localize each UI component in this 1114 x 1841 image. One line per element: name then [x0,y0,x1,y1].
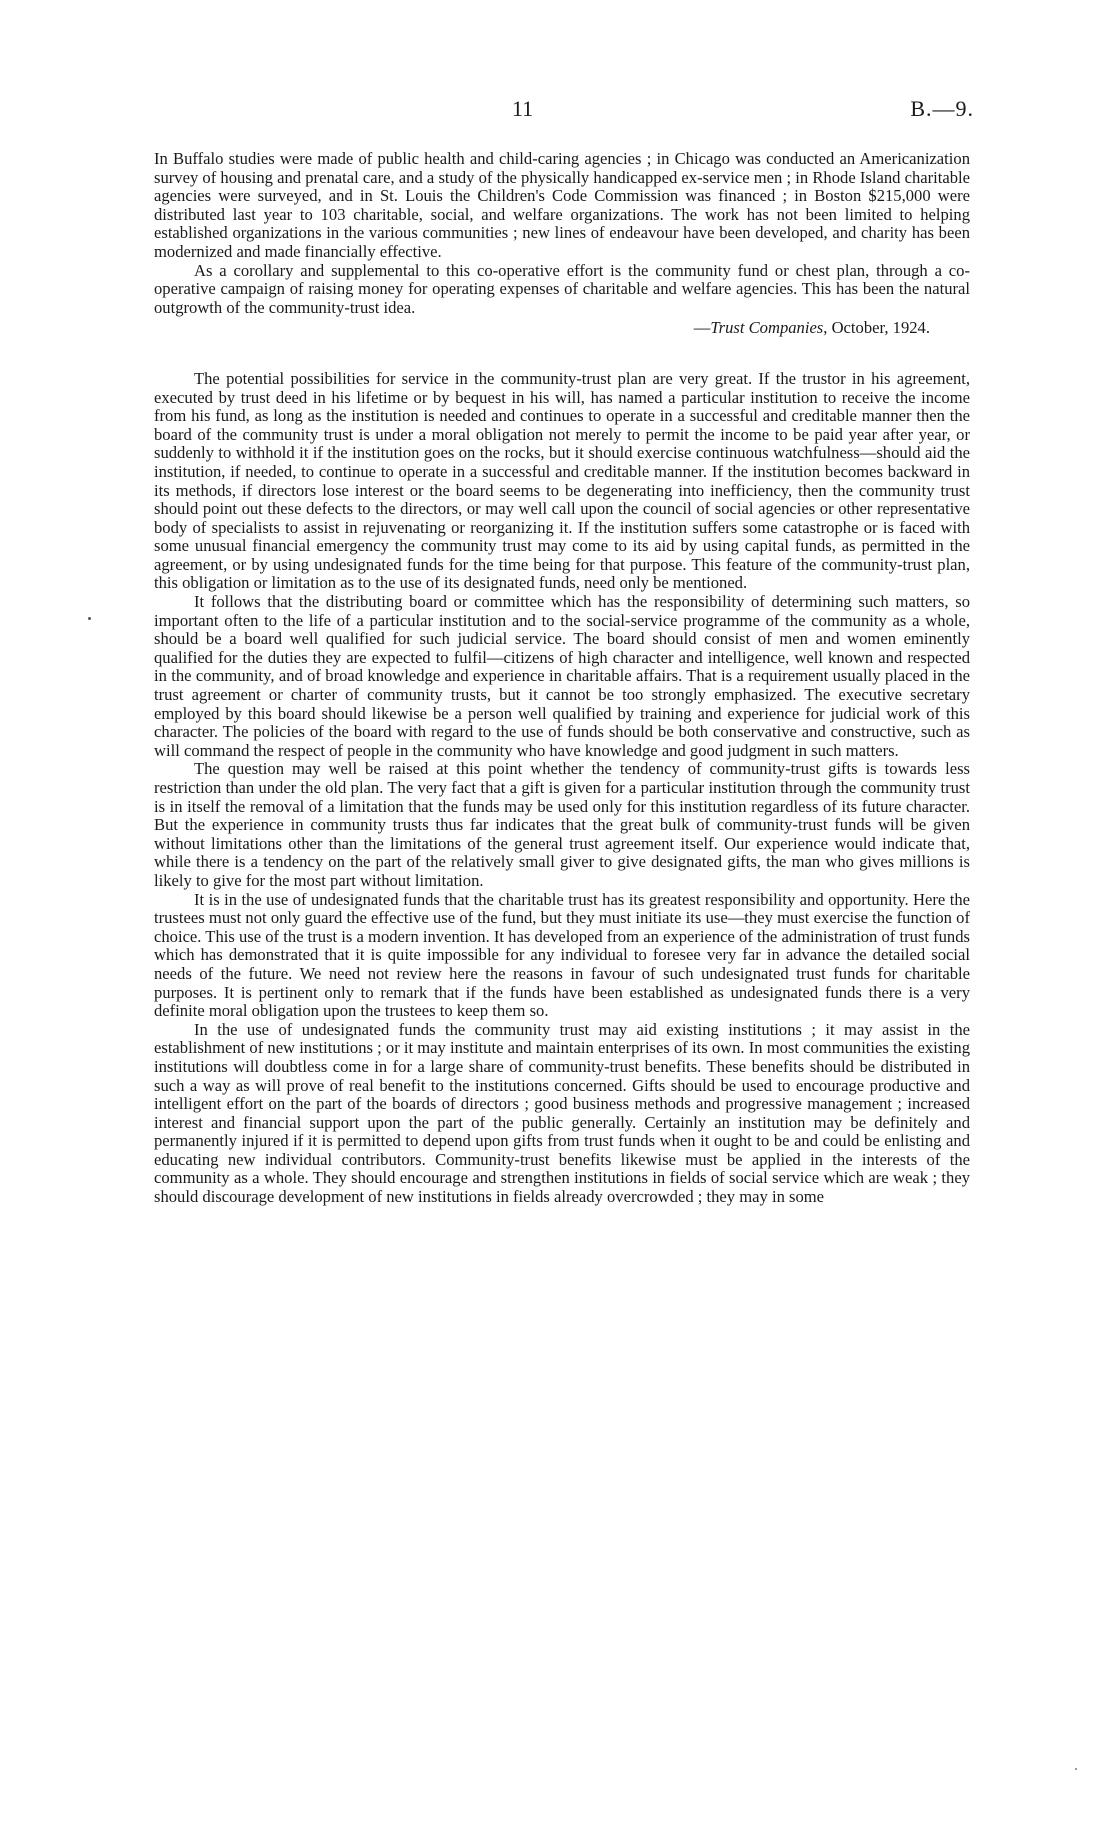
main-paragraph-1: The potential possibilities for service in the community-trust plan are very great. If the trustor in his agreement, executed by trust deed in his lifetime or by bequest in his will, has named a particular institution to receive the income from his fund, as long as the institution is needed and continues to operate in a successful and creditable manner then the board of the community trust is under a moral obligation not merely to permit the income to be paid year after year, or suddenly to withhold it if the institution goes on the rocks, but it should exercise continuous watchfulness—should aid the institution, if needed, to continue to operate in a successful and creditable manner. If the institution becomes backward in its methods, if directors lose interest or the board seems to be degenerating into inefficiency, then the community trust should point out these defects to the directors, or may well call upon the council of social agencies or other representative body of specialists to assist in rejuvenating or reorganizing it. If the institution suffers some catastrophe or is faced with some unusual financial emergency the community trust may come to its aid by using capital funds, as permitted in the agreement, or by using undesignated funds for the time being for that purpose. This feature of the community-trust plan, this obligation or limitation as to the use of its designated funds, need only be mentioned. [154,368,970,593]
margin-mark [88,617,91,620]
citation-date: , October, 1924. [823,318,930,338]
main-paragraph-3: The question may well be raised at this point whether the tendency of community-trust gifts is towards less restriction than under the old plan. The very fact that a gift is given for a particular institution through the community trust is in itself the removal of a limitation that the funds may be used only for this institution regardless of its future character. But the experience in community trusts thus far indicates that the great bulk of community-trust funds will be given without limitations other than the limitations of the general trust agreement itself. Our experience would indicate that, while there is a tendency on the part of the relatively small giver to give designated gifts, the man who gives millions is likely to give for the most part without limitation. [154,759,970,890]
quoted-paragraph-2: As a corollary and supplemental to this co-operative effort is the community fund or chest plan, through a co-operative campaign of raising money for operating expenses of charitable and welfare agencies. This has been the natural outgrowth of the community-trust idea. [154,260,970,317]
citation-source: Trust Companies [710,318,824,338]
corner-mark [1075,1768,1077,1770]
document-reference: B.—9. [910,96,974,121]
quote-citation [154,319,930,338]
quoted-paragraph-1: In Buffalo studies were made of public health and child-caring agencies ; in Chicago was conducted an Americanization survey of housing and prenatal care, and a study of the physically handicapped ex-service men ; in Rhode Island charitable agencies were surveyed, and in St. Louis the Children's Code Commission was financed ; in Boston $215,000 were distributed last year to 103 charitable, social, and welfare organizations. The work has not been limited to helping established organizations in the various communities ; new lines of endeavour have been developed, and charity has been modernized and made financially effective. [154,149,970,261]
main-paragraph-4: It is in the use of undesignated funds that the charitable trust has its greatest responsibility and opportunity. Here the trustees must not only guard the effective use of the fund, but they must initiate its use—they must exercise the function of choice. This use of the trust is a modern invention. It has developed from an experience of the administration of trust funds which has demonstrated that it is quite impossible for any individual to foresee very far in advance the detailed social needs of the future. We need not review here the reasons in favour of such undesignated trust funds for charitable purposes. It is pertinent only to remark that if the funds have been established as undesignated funds there is a very definite moral obligation upon the trustees to keep them so. [154,889,970,1021]
main-paragraph-2: It follows that the distributing board or committee which has the responsibility of determining such matters, so important often to the life of a particular institution and to the social-service programme of the community as a whole, should be a board well qualified for such judicial service. The board should consist of men and women eminently qualified for the duties they are expected to fulfil—citizens of high character and intelligence, well known and respected in the community, and of broad knowledge and experience in charitable affairs. That is a requirement usually placed in the trust agreement or charter of community trusts, but it cannot be too strongly emphasized. The executive secretary employed by this board should likewise be a person well qualified by training and experience for judicial work of this character. The policies of the board with regard to the use of funds should be both conservative and constructive, such as will command the respect of people in the community who have knowledge and good judgment in such matters. [154,592,970,760]
page-body [154,150,970,1207]
page-number: 11 [512,96,534,121]
quoted-section [154,150,970,338]
section-spacer [154,338,970,370]
citation-dash: — [693,318,711,338]
page-header [0,96,1114,126]
main-paragraph-5: In the use of undesignated funds the community trust may aid existing institutions ; it may assist in the establishment of new institutions ; or it may institute and maintain enterprises of its own. In most communities the existing institutions will doubtless come in for a large share of community-trust benefits. These benefits should be distributed in such a way as will prove of real benefit to the institutions concerned. Gifts should be used to encourage productive and intelligent effort on the part of the boards of directors ; good business methods and progressive management ; increased interest and financial support upon the part of the public generally. Certainly an institution may be definitely and permanently injured if it is permitted to depend upon gifts from trust funds when it ought to be and could be enlisting and educating new individual contributors. Community-trust benefits likewise must be applied in the interests of the community as a whole. They should encourage and strengthen institutions in fields of social service which are weak ; they should discourage development of new institutions in fields already overcrowded ; they may in some [154,1019,970,1207]
main-section [154,370,970,1207]
